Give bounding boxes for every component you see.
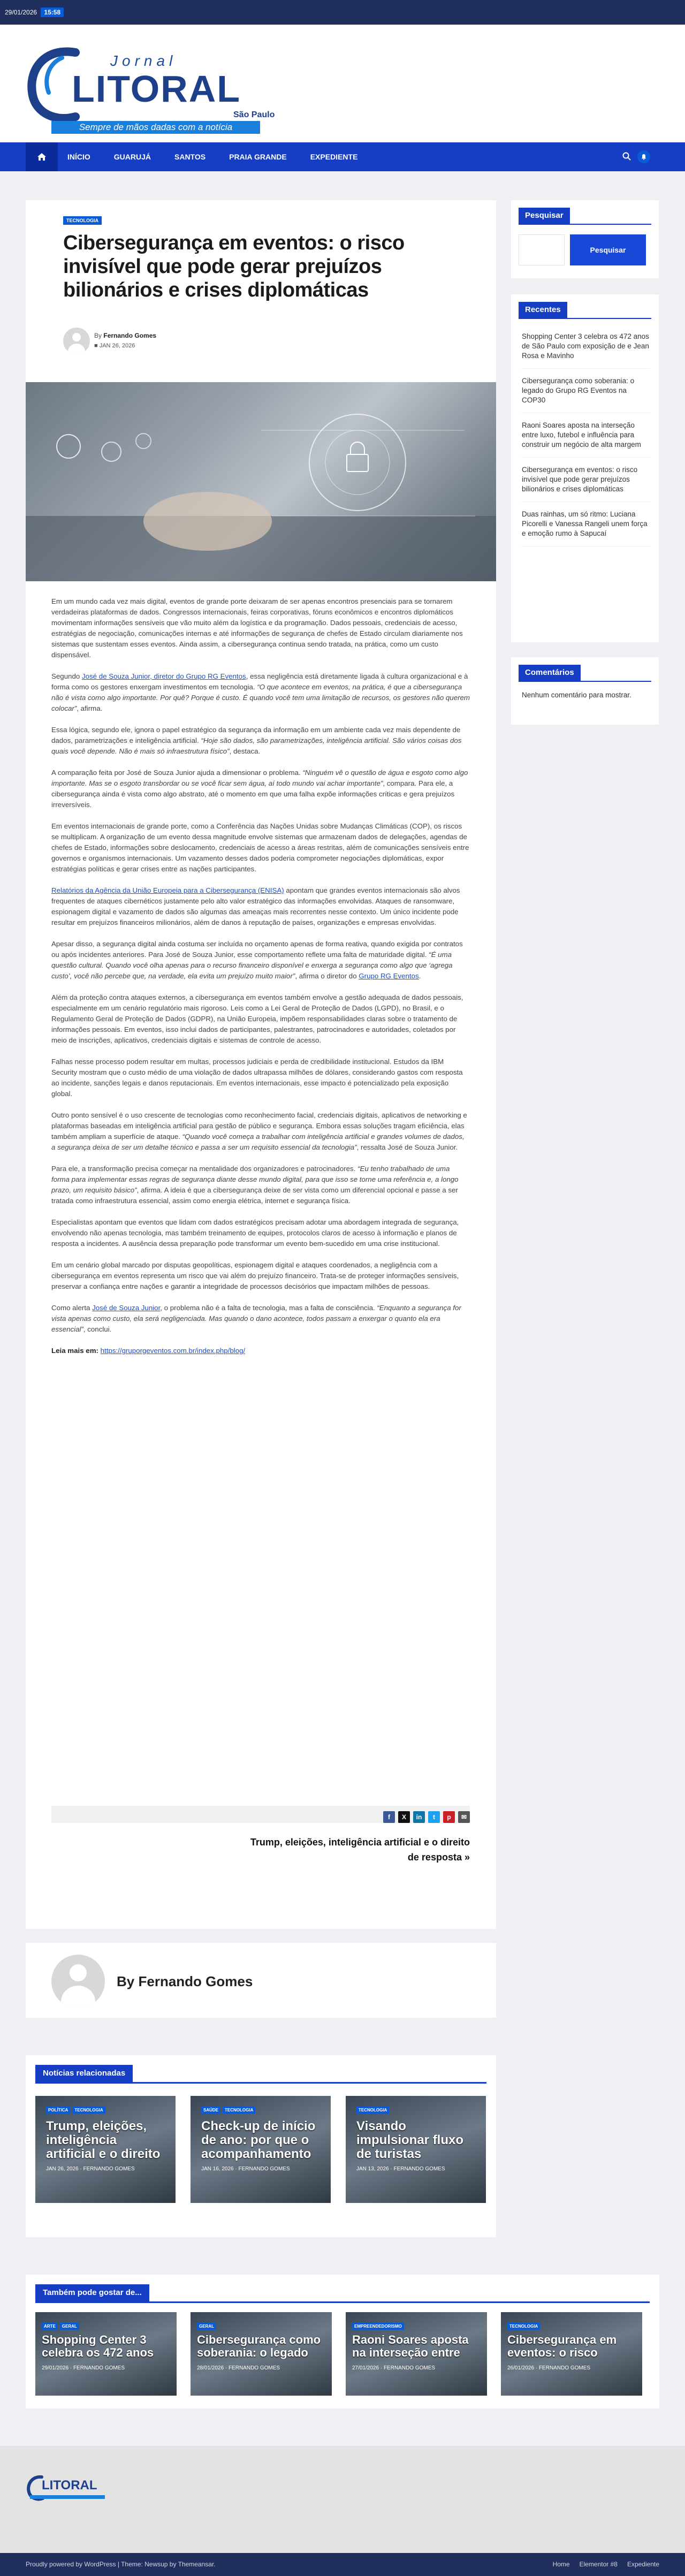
author-name-link[interactable]: Fernando Gomes <box>103 332 157 339</box>
card-badge[interactable]: TECNOLOGIA <box>507 2323 540 2330</box>
card-title[interactable]: Check-up de início de ano: por que o acompanhamento <box>201 2119 316 2161</box>
card-date: 27/01/2026 <box>352 2365 379 2371</box>
widget-underline <box>519 224 651 225</box>
search-input[interactable] <box>519 234 565 265</box>
may-like-section <box>26 2275 659 2408</box>
publish-date <box>94 343 135 349</box>
author-avatar[interactable] <box>63 328 90 354</box>
card-title[interactable]: Cibersegurança como soberania: o legado <box>197 2334 321 2359</box>
card-title[interactable]: Visando impulsionar fluxo de turistas <box>356 2119 464 2161</box>
date-display <box>5 7 64 17</box>
may-like-card[interactable] <box>191 2312 332 2396</box>
comments-widget-heading: Comentários <box>519 665 581 681</box>
card-author[interactable]: FERNANDO GOMES <box>538 2365 591 2371</box>
may-like-underline <box>35 2301 650 2303</box>
nav-item-guaruja[interactable]: GUARUJÁ <box>113 153 151 161</box>
quote: “O que acontece em eventos, na prática, é que a cibersegurança não é vista como algo importante. Por quê? Porque é custo. É quando você tem uma limitação de recursos, os gestores não querem colocar” <box>51 683 470 712</box>
widget-underline <box>519 318 651 319</box>
article-paragraph <box>51 725 470 757</box>
may-like-card[interactable] <box>35 2312 177 2396</box>
footer-link-elementor[interactable]: Elementor #8 <box>579 2560 618 2568</box>
telegram-share-icon[interactable]: t <box>428 1811 440 1823</box>
related-underline <box>35 2082 486 2084</box>
search-widget-heading: Pesquisar <box>519 208 570 224</box>
card-badge[interactable]: TECNOLOGIA <box>356 2107 389 2114</box>
nav-menu <box>67 142 381 171</box>
facebook-share-icon[interactable]: f <box>383 1811 395 1823</box>
card-title[interactable]: Raoni Soares aposta na interseção entre <box>352 2334 469 2359</box>
logo-main-text: LITORAL <box>72 68 241 110</box>
author-mention-link[interactable]: José de Souza Junior <box>92 1304 161 1312</box>
article-paragraph <box>51 671 470 714</box>
quote: “Enquanto a segurança for vista apenas como custo, ela será negligenciada. Mas quando o dano acontece, todos passam a enxergar o quanto ela era essencial” <box>51 1304 461 1333</box>
text-run: , conclui. <box>83 1325 112 1333</box>
text-run: , destaca. <box>229 747 261 755</box>
card-badge[interactable]: EMPREENDEDORISMO <box>352 2323 404 2330</box>
related-card[interactable] <box>346 2096 486 2203</box>
recent-post-link[interactable]: Shopping Center 3 celebra os 472 anos de São Paulo com exposição de e Jean Rosa e Mavinho <box>522 332 650 369</box>
article-title: Cibersegurança em eventos: o risco invisível que pode gerar prejuízos bilionários e crises diplomáticas <box>63 232 405 301</box>
article-paragraph <box>51 1164 470 1206</box>
recent-post-link[interactable]: Cibersegurança em eventos: o risco invisível que pode gerar prejuízos bilionários e crises diplomáticas <box>522 465 650 502</box>
article-paragraph: Em um mundo cada vez mais digital, eventos de grande porte deixaram de ser apenas encontros presenciais para se tornarem verdadeiras plataformas de dados. Congressos internacionais, feiras corporativas, fóruns econômicos e encontros diplomáticos movimentam informações sensíveis que vão muito além da logística e da programação. Dados pessoais, credenciais de acesso, estratégias de negociação, comunicações internas e até informações de segurança de chefes de Estado circulam diariamente nos sistemas que sustentam esses eventos. Ainda assim, a cibersegurança continua sendo tratada, na prática, como um custo dispensável. <box>51 597 463 659</box>
card-author[interactable]: FERNANDO GOMES <box>383 2365 436 2371</box>
cybersecurity-illustration-icon <box>26 382 496 581</box>
recent-widget-heading: Recentes <box>519 302 567 318</box>
search-icon[interactable] <box>622 152 631 163</box>
site-logo[interactable] <box>25 42 287 133</box>
author-byline <box>94 332 156 339</box>
bottom-bar <box>0 2553 685 2576</box>
text-run: , afirma. <box>77 704 103 712</box>
article-paragraph: Em um cenário global marcado por disputas geopolíticas, espionagem digital e ataques coordenados, a negligência com a cibersegurança em eventos representa um risco que vai além do prejuízo financeiro. Trata-se de proteger informações sensíveis, preservar a confiança entre nações e garantir a integridade de processos decisórios que impactam milhões de pessoas. <box>51 1261 459 1290</box>
email-share-icon[interactable]: ✉ <box>458 1811 470 1823</box>
home-icon <box>37 152 47 162</box>
recent-post-link[interactable]: Raoni Soares aposta na interseção entre luxo, futebol e influência para construir um negócio de alta margem <box>522 421 650 458</box>
card-badge[interactable]: TECNOLOGIA <box>72 2107 105 2114</box>
linkedin-share-icon[interactable]: in <box>413 1811 425 1823</box>
card-badge[interactable]: ARTE <box>42 2323 58 2330</box>
card-badge[interactable]: POLÍTICA <box>46 2107 70 2114</box>
nav-item-praia-grande[interactable]: PRAIA GRANDE <box>229 153 287 161</box>
x-share-icon[interactable]: X <box>398 1811 410 1823</box>
card-date: 28/01/2026 <box>197 2365 224 2371</box>
home-button[interactable] <box>26 142 58 171</box>
related-card[interactable] <box>191 2096 331 2203</box>
text-run: , compara. Para ele, a cibersegurança ainda é vista como algo abstrato, até o momento em que uma falha expõe informações críticas e gera prejuízos irreversíveis. <box>51 779 455 809</box>
enisa-link[interactable]: Relatórios da Agência da União Europeia para a Cibersegurança (ENISA) <box>51 886 284 894</box>
card-author[interactable]: FERNANDO GOMES <box>393 2166 445 2172</box>
card-meta: 27/01/2026 · FERNANDO GOMES <box>352 2365 436 2371</box>
article-card <box>26 200 496 1929</box>
grupo-rg-link[interactable]: Grupo RG Eventos <box>359 972 419 980</box>
footer-logo[interactable] <box>26 2473 111 2503</box>
text-run: , afirma. A ideia é que a cibersegurança deixe de ser vista como um diferencial opcional e passe a ser tratada como infraestrutura essencial, assim como energia elétrica, internet e segurança física. <box>51 1186 458 1205</box>
card-meta: 28/01/2026 · FERNANDO GOMES <box>197 2365 280 2371</box>
footer-links <box>553 2560 659 2568</box>
card-title[interactable]: Trump, eleições, inteligência artificial e o direito <box>46 2119 161 2161</box>
footer-link-home[interactable]: Home <box>552 2560 570 2568</box>
may-like-card[interactable] <box>501 2312 642 2396</box>
related-news <box>26 2055 496 2237</box>
recent-post-link[interactable]: Cibersegurança como soberania: o legado do Grupo RG Eventos na COP30 <box>522 376 650 413</box>
author-box <box>26 1943 496 2018</box>
text-run: Como alerta <box>51 1304 93 1312</box>
calendar-icon: ■ <box>94 343 98 349</box>
article-paragraph <box>51 768 470 810</box>
category-badge[interactable]: TECNOLOGIA <box>63 216 102 225</box>
article-body <box>51 596 470 1367</box>
widget-underline <box>519 681 651 682</box>
text-run: , ressalta José de Souza Junior. <box>356 1143 458 1151</box>
read-more-label: Leia mais em: <box>51 1347 98 1355</box>
article-hero-image <box>26 382 496 581</box>
quote: “É uma questão cultural. Quando você olha apenas para o recurso financeiro disponível e enxerga a segurança como algo que ‘agrega custo’, você não percebe que, na verdade, ela evita um prejuízo muito maior” <box>51 951 453 980</box>
card-author[interactable]: FERNANDO GOMES <box>228 2365 280 2371</box>
top-bar <box>0 0 685 25</box>
text-run: , o problema não é a falta de tecnologia, mas a falta de consciência. <box>160 1304 377 1312</box>
article-paragraph: Em eventos internacionais de grande porte, como a Conferência das Nações Unidas sobre Mudanças Climáticas (COP), os riscos se multiplicam. A organização de um evento dessa magnitude envolve sistemas que armazenam dados de delegações, agendas de chefes de Estado, informações sobre deslocamento, credenciais de acesso a áreas restritas, além de comunicações sensíveis entre governos e organismos internacionais. Um vazamento desses dados poderia comprometer negociações diplomáticas, expor estratégias políticas e gerar crises entre as nações participantes. <box>51 822 469 873</box>
card-date: JAN 13, 2026 <box>356 2166 389 2172</box>
nav-item-expediente[interactable]: EXPEDIENTE <box>310 153 358 161</box>
may-like-heading: Também pode gostar de... <box>35 2284 149 2301</box>
director-link[interactable]: José de Souza Junior, diretor do Grupo RG Eventos <box>81 672 246 680</box>
search-widget <box>511 200 659 278</box>
recent-list <box>522 332 650 554</box>
text-run: Apesar disso, a segurança digital ainda costuma ser incluída no orçamento apenas de forma reativa, quando exigida por contratos ou após incidentes anteriores. Para José de Souza Junior, esse comportamento reflete uma falta de maturidade digital. <box>51 940 463 959</box>
notification-bell-icon[interactable] <box>637 150 650 163</box>
nav-item-santos[interactable]: SANTOS <box>174 153 206 161</box>
text-run: A comparação feita por José de Souza Junior ajuda a dimensionar o problema. <box>51 769 303 777</box>
text-run: Outro ponto sensível é o uso crescente de tecnologias como reconhecimento facial, credenciais digitais, aplicativos de networking e plataformas baseadas em inteligência artificial para gestão de público e segurança. Embora essas soluções tragam eficiência, elas também ampliam a superfície de ataque. <box>51 1111 467 1141</box>
site-header <box>0 25 685 142</box>
quote: “Ninguém vê o questão de água e esgoto como algo importante. Mas se o esgoto transbordar ou se você ficar sem água, aí todo mundo vai achar importante” <box>51 769 468 787</box>
pinterest-share-icon[interactable]: p <box>443 1811 455 1823</box>
article-paragraph <box>51 885 470 928</box>
text-run: apontam que grandes eventos internacionais são alvos frequentes de ataques cibernéticos justamente pelo alto valor estratégico das informações envolvidas. Ataques de ransomware, espionagem digital e vazamento de dados são algumas das ameaças mais recorrentes nesse contexto. Um único incidente pode resultar em prejuízos financeiros milionários, além de danos à reputação de países, organizações e empresas envolvidas. <box>51 886 460 926</box>
text-run: , essa negligência está diretamente ligada à cultura organizacional e à forma como os gestores enxergam investimentos em tecnologia. <box>51 672 468 691</box>
no-comments-text: Nenhum comentário para mostrar. <box>522 691 631 699</box>
quote: “Hoje são dados, são parametrizações, inteligência artificial. São vários coisas dos quais você depende. Não é mais só infraestrutura físico” <box>51 736 462 755</box>
card-author[interactable]: FERNANDO GOMES <box>73 2365 125 2371</box>
main-nav <box>0 142 685 171</box>
next-post-link[interactable] <box>245 1835 470 1865</box>
recent-widget <box>511 294 659 642</box>
card-author[interactable]: FERNANDO GOMES <box>83 2166 135 2172</box>
card-badge[interactable]: TECNOLOGIA <box>223 2107 255 2114</box>
card-title[interactable]: Cibersegurança em eventos: o risco <box>507 2334 617 2359</box>
card-meta: JAN 16, 2026 · FERNANDO GOMES <box>201 2166 290 2172</box>
article-paragraph <box>51 1303 470 1335</box>
card-date: JAN 16, 2026 <box>201 2166 234 2172</box>
card-badge[interactable]: SAÚDE <box>201 2107 220 2114</box>
author-box-name-text: Fernando Gomes <box>138 1973 253 1989</box>
card-title[interactable]: Shopping Center 3 celebra os 472 anos <box>42 2334 154 2359</box>
article-paragraph: Especialistas apontam que eventos que lidam com dados estratégicos precisam adotar uma abordagem integrada de segurança, envolvendo não apenas tecnologia, mas também treinamento de equipes, protocolos claros de acesso à informação e planos de resposta a incidentes. A ausência dessa preparação pode transformar um evento bem-sucedido em uma crise institucional. <box>51 1218 459 1248</box>
footer-link-expediente[interactable]: Expediente <box>627 2560 659 2568</box>
quote: “Eu tenho trabalhado de uma forma para implementar essas regras de segurança diante desse mundo digital, para que isso se torne uma referência e, a longo prazo, um requisito básico” <box>51 1165 459 1194</box>
site-footer <box>0 2446 685 2553</box>
card-badge[interactable]: GERAL <box>197 2323 216 2330</box>
card-date: 29/01/2026 <box>42 2365 69 2371</box>
share-icons <box>383 1811 470 1823</box>
current-date: 29/01/2026 <box>5 9 37 16</box>
article-paragraph <box>51 939 470 982</box>
card-author[interactable]: FERNANDO GOMES <box>238 2166 290 2172</box>
article-paragraph <box>51 1110 470 1153</box>
logo-top-text: Jornal <box>110 52 177 69</box>
article-paragraph: Falhas nesse processo podem resultar em multas, processos judiciais e perda de credibilidade institucional. Estudos da IBM Security mostram que o custo médio de uma violação de dados ultrapassa milhões de dólares, considerando gastos com resposta ao incidente, sanções legais e danos reputacionais. Em eventos internacionais, esse impacto é potencializado pela exposição global. <box>51 1058 463 1098</box>
search-button[interactable]: Pesquisar <box>570 234 646 265</box>
footer-logo-text: LITORAL <box>42 2478 97 2493</box>
card-meta: 29/01/2026 · FERNANDO GOMES <box>42 2365 125 2371</box>
author-box-prefix: By <box>117 1973 135 1989</box>
card-meta: JAN 26, 2026 · FERNANDO GOMES <box>46 2166 135 2172</box>
article-paragraph: Além da proteção contra ataques externos, a cibersegurança em eventos também envolve a gestão adequada de dados pessoais, especialmente em um cenário regulatório mais rigoroso. Leis como a Lei Geral de Proteção de Dados (LGPD), no Brasil, e o Regulamento Geral de Proteção de Dados (GDPR), na União Europeia, impõem responsabilidades claras sobre o tratamento de informações pessoais. Em eventos, isso inclui dados de participantes, palestrantes, patrocinadores e autoridades, coletados por meio de inscrições, aplicativos, credenciais digitais e sistemas de controle de acesso. <box>51 993 463 1044</box>
text-run: . <box>418 972 421 980</box>
next-post-title: Trump, eleições, inteligência artificial e o direito de resposta <box>250 1837 470 1863</box>
may-like-card[interactable] <box>346 2312 487 2396</box>
card-meta: 26/01/2026 · FERNANDO GOMES <box>507 2365 591 2371</box>
publish-date-text: JAN 26, 2026 <box>99 343 135 349</box>
card-badge[interactable]: GERAL <box>60 2323 79 2330</box>
copyright-text: Proudly powered by WordPress | Theme: Newsup by Themeansar. <box>26 2560 216 2568</box>
related-heading: Notícias relacionadas <box>35 2065 133 2082</box>
read-more-link[interactable]: https://gruporgeventos.com.br/index.php/blog/ <box>100 1347 246 1355</box>
current-time: 15:58 <box>41 7 64 17</box>
card-meta: JAN 13, 2026 · FERNANDO GOMES <box>356 2166 445 2172</box>
comments-widget <box>511 657 659 725</box>
quote: “Quando você começa a trabalhar com inteligência artificial e grandes volumes de dados, a segurança deixa de ser um detalhe técnico e passa a ser um requisito essencial da tecnologia” <box>51 1133 465 1151</box>
byline-prefix: By <box>94 332 102 339</box>
card-date: JAN 26, 2026 <box>46 2166 79 2172</box>
read-more-line <box>51 1346 470 1356</box>
card-date: 26/01/2026 <box>507 2365 535 2371</box>
text-run: , afirma o diretor do <box>295 972 359 980</box>
text-run: Essa lógica, segundo ele, ignora o papel estratégico da segurança da informação em um ambiente cada vez mais dependente de dados, parametrizações e inteligência artificial. <box>51 726 461 744</box>
logo-region-text: São Paulo <box>233 110 275 119</box>
related-card[interactable] <box>35 2096 176 2203</box>
author-box-name[interactable] <box>117 1973 253 1990</box>
text-run: Segundo <box>51 672 82 680</box>
next-arrow-icon: » <box>464 1852 470 1863</box>
logo-slogan: Sempre de mãos dadas com a notícia <box>51 121 260 134</box>
text-run: Para ele, a transformação precisa começar na mentalidade dos organizadores e patrocinadores. <box>51 1165 358 1173</box>
recent-post-link[interactable]: Duas rainhas, um só ritmo: Luciana Picorelli e Vanessa Rangeli unem força e emoção rumo à Sapucaí <box>522 510 650 546</box>
author-box-avatar[interactable] <box>51 1955 105 2008</box>
nav-item-inicio[interactable]: INÍCIO <box>67 153 90 161</box>
